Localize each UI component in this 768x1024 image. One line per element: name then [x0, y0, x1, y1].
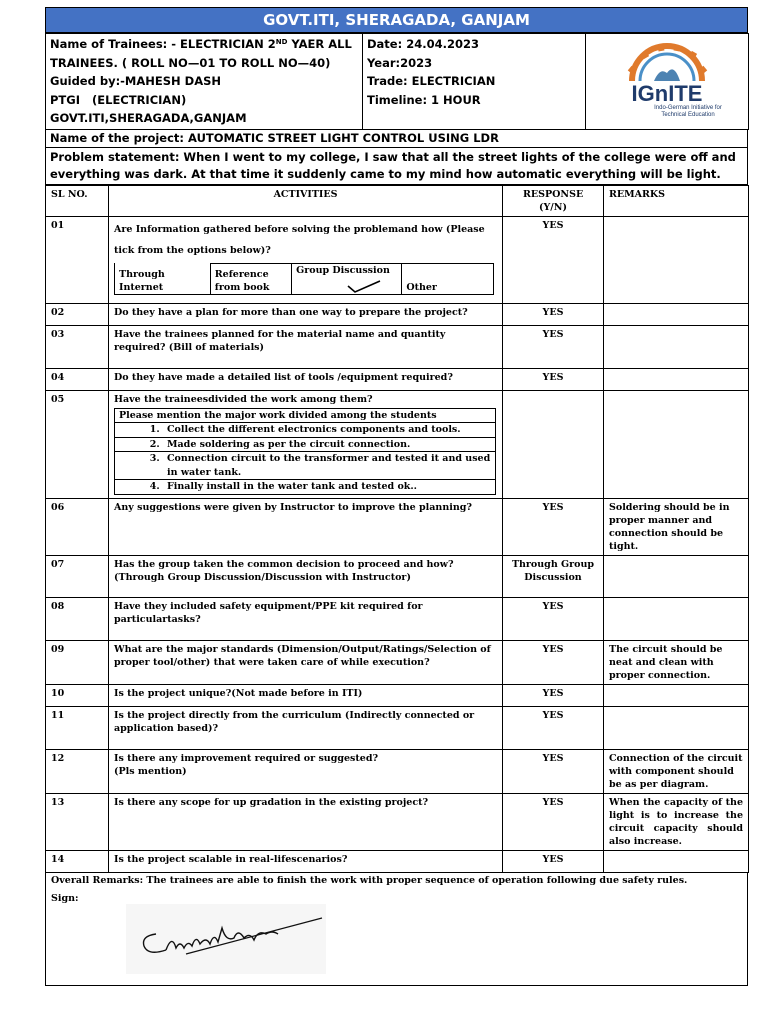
row-sl: 04: [46, 368, 109, 390]
work-division-heading: Please mention the major work divided among the students: [115, 408, 496, 423]
row-remarks: [604, 325, 749, 368]
row-sl: 08: [46, 597, 109, 640]
guided-by: Guided by:-MAHESH DASH: [50, 74, 222, 88]
row-remarks: [604, 597, 749, 640]
schedule-info: [363, 34, 586, 130]
row-activity: [109, 390, 503, 498]
row-sl: 03: [46, 325, 109, 368]
row-remarks: [604, 706, 749, 749]
table-row: [46, 793, 749, 850]
row-sl: 09: [46, 640, 109, 684]
table-row: [46, 640, 749, 684]
row-activity: Have they included safety equipment/PPE kit required for particulartasks?: [109, 597, 503, 640]
row-activity: Have the trainees planned for the material name and quantity required? (Bill of materials): [109, 325, 503, 368]
row-activity-note: (Pls mention): [114, 765, 187, 777]
row-response: YES: [503, 793, 604, 850]
row-sl: 02: [46, 303, 109, 325]
table-row: [46, 368, 749, 390]
row-activity-text: Have the traineesdivided the work among them?: [114, 393, 373, 405]
row-response: YES: [503, 749, 604, 793]
table-row: [46, 749, 749, 793]
evaluation-table: [45, 185, 749, 873]
row-activity: Is the project scalable in real-lifescenarios?: [109, 850, 503, 872]
trainees-line1b: YAER ALL: [287, 37, 352, 51]
overall-remarks: Overall Remarks: The trainees are able to finish the work with proper sequence of operation following due safety rules.: [51, 874, 688, 886]
row-activity-note: (Through Group Discussion/Discussion with Instructor): [114, 571, 411, 583]
header-table: [45, 33, 749, 130]
row-activity: Is the project directly from the curriculum (Indirectly connected or application based)?: [109, 706, 503, 749]
row-activity: Is there any scope for up gradation in the existing project?: [109, 793, 503, 850]
row-response: YES: [503, 597, 604, 640]
row-remarks: [604, 216, 749, 303]
row-activity-text: Has the group taken the common decision to proceed and how?: [114, 558, 454, 570]
table-row: [46, 555, 749, 597]
trainees-line2: TRAINEES. ( ROLL NO—01 TO ROLL NO—40): [50, 55, 331, 70]
work-item-4: 4. Finally install in the water tank and tested ok..: [115, 480, 496, 495]
row-remarks: Connection of the circuit with component should be as per diagram.: [604, 749, 749, 793]
row-sl: 01: [46, 216, 109, 303]
sign-label: Sign:: [51, 892, 79, 904]
option-reference[interactable]: Reference from book: [210, 263, 291, 294]
row-activity-text: Is there any improvement required or suggested?: [114, 752, 379, 764]
date: Date: 24.04.2023: [367, 37, 479, 51]
row-sl: 11: [46, 706, 109, 749]
signature-graphic: [126, 904, 326, 974]
row-remarks: When the capacity of the light is to increase the circuit capacity should also increase.: [604, 793, 749, 850]
ignite-logo: [586, 34, 749, 130]
row-remarks: [604, 684, 749, 706]
row-sl: 12: [46, 749, 109, 793]
col-activities: ACTIVITIES: [109, 185, 503, 216]
logo-text: IGnITE: [631, 81, 703, 107]
col-response: [503, 185, 604, 216]
project-name: Name of the project: AUTOMATIC STREET LIGHT CONTROL USING LDR: [50, 130, 499, 145]
row-activity: Is the project unique?(Not made before in ITI): [109, 684, 503, 706]
logo-tagline-1: Indo-German Initiative for: [654, 105, 722, 112]
row-remarks: [604, 555, 749, 597]
row-sl: 06: [46, 498, 109, 555]
row-response: YES: [503, 325, 604, 368]
ignite-logo-graphic: [592, 39, 742, 119]
problem-statement-row: [45, 148, 748, 185]
work-division-table: [114, 408, 496, 495]
row-response: YES: [503, 498, 604, 555]
option-group-discussion[interactable]: [292, 263, 402, 294]
table-row: [46, 216, 749, 303]
trainees-sup: ND: [275, 38, 288, 46]
row-activity: [109, 216, 503, 303]
trade: Trade: ELECTRICIAN: [367, 74, 496, 88]
row-response: [503, 555, 604, 597]
institute-title: GOVT.ITI, SHERAGADA, GANJAM: [45, 7, 748, 33]
signature: [126, 904, 326, 974]
problem-statement: Problem statement: When I went to my college, I saw that all the street lights of the college were off and everything was dark. At that time it suddenly came to my mind how automatic everything will be light.: [50, 149, 736, 181]
row-remarks: [604, 850, 749, 872]
row-sl: 13: [46, 793, 109, 850]
option-group-label: Group Discussion: [296, 264, 390, 276]
table-row: [46, 706, 749, 749]
row-remarks: [604, 368, 749, 390]
work-item-2: 2. Made soldering as per the circuit connection.: [115, 437, 496, 452]
project-name-row: [45, 130, 748, 148]
table-row: [46, 325, 749, 368]
row-activity: Any suggestions were given by Instructor to improve the planning?: [109, 498, 503, 555]
row-remarks: Soldering should be in proper manner and connection should be tight.: [604, 498, 749, 555]
trainees-line1: Name of Trainees: - ELECTRICIAN 2: [50, 37, 276, 51]
table-row: [46, 597, 749, 640]
row-response: YES: [503, 850, 604, 872]
row-response: YES: [503, 303, 604, 325]
row-response-text: Through Group Discussion: [511, 558, 595, 583]
col-remarks: REMARKS: [604, 185, 749, 216]
option-other[interactable]: Other: [402, 263, 494, 294]
col-sl: SL NO.: [46, 185, 109, 216]
row-activity: What are the major standards (Dimension/Output/Ratings/Selection of proper tool/other) that were taken care of while execution?: [109, 640, 503, 684]
row-activity: Do they have made a detailed list of tools /equipment required?: [109, 368, 503, 390]
table-row: [46, 303, 749, 325]
row-response: YES: [503, 684, 604, 706]
row-response: YES: [503, 706, 604, 749]
row-sl: 07: [46, 555, 109, 597]
timeline: Timeline: 1 HOUR: [367, 92, 481, 107]
option-internet[interactable]: Through Internet: [115, 263, 211, 294]
work-item-1: 1. Collect the different electronics components and tools.: [115, 423, 496, 438]
row-activity-text: Are Information gathered before solving the problemand how (Please tick from the options below)?: [114, 223, 485, 256]
row-response: [503, 390, 604, 498]
project-evaluation-form: [45, 7, 748, 986]
check-mark-icon: [346, 278, 382, 294]
overall-remarks-section: [45, 873, 748, 986]
col-response-label: RESPONSE (Y/N): [523, 188, 584, 213]
table-row: [46, 498, 749, 555]
row-activity: Do they have a plan for more than one way to prepare the project?: [109, 303, 503, 325]
row-activity: [109, 555, 503, 597]
row-sl: 14: [46, 850, 109, 872]
row-activity: [109, 749, 503, 793]
gear-icon: [628, 45, 707, 81]
row-response: YES: [503, 368, 604, 390]
row-response: YES: [503, 640, 604, 684]
table-row: [46, 684, 749, 706]
row-response: YES: [503, 216, 604, 303]
institute-name: GOVT.ITI,SHERAGADA,GANJAM: [50, 111, 247, 125]
row-remarks: [604, 303, 749, 325]
row-sl: 10: [46, 684, 109, 706]
year: Year:2023: [367, 55, 433, 70]
row-remarks: The circuit should be neat and clean with proper connection.: [604, 640, 749, 684]
logo-tagline-2: Technical Education: [661, 112, 715, 119]
table-row: [46, 850, 749, 872]
info-source-options: [114, 263, 494, 295]
row-sl: 05: [46, 390, 109, 498]
table-header-row: [46, 185, 749, 216]
work-item-3: 3. Connection circuit to the transformer and tested it and used in water tank.: [115, 452, 496, 480]
row-remarks: [604, 390, 749, 498]
trainee-info: [46, 34, 363, 130]
table-row: [46, 390, 749, 498]
designation: PTGI (ELECTRICIAN): [50, 92, 187, 107]
